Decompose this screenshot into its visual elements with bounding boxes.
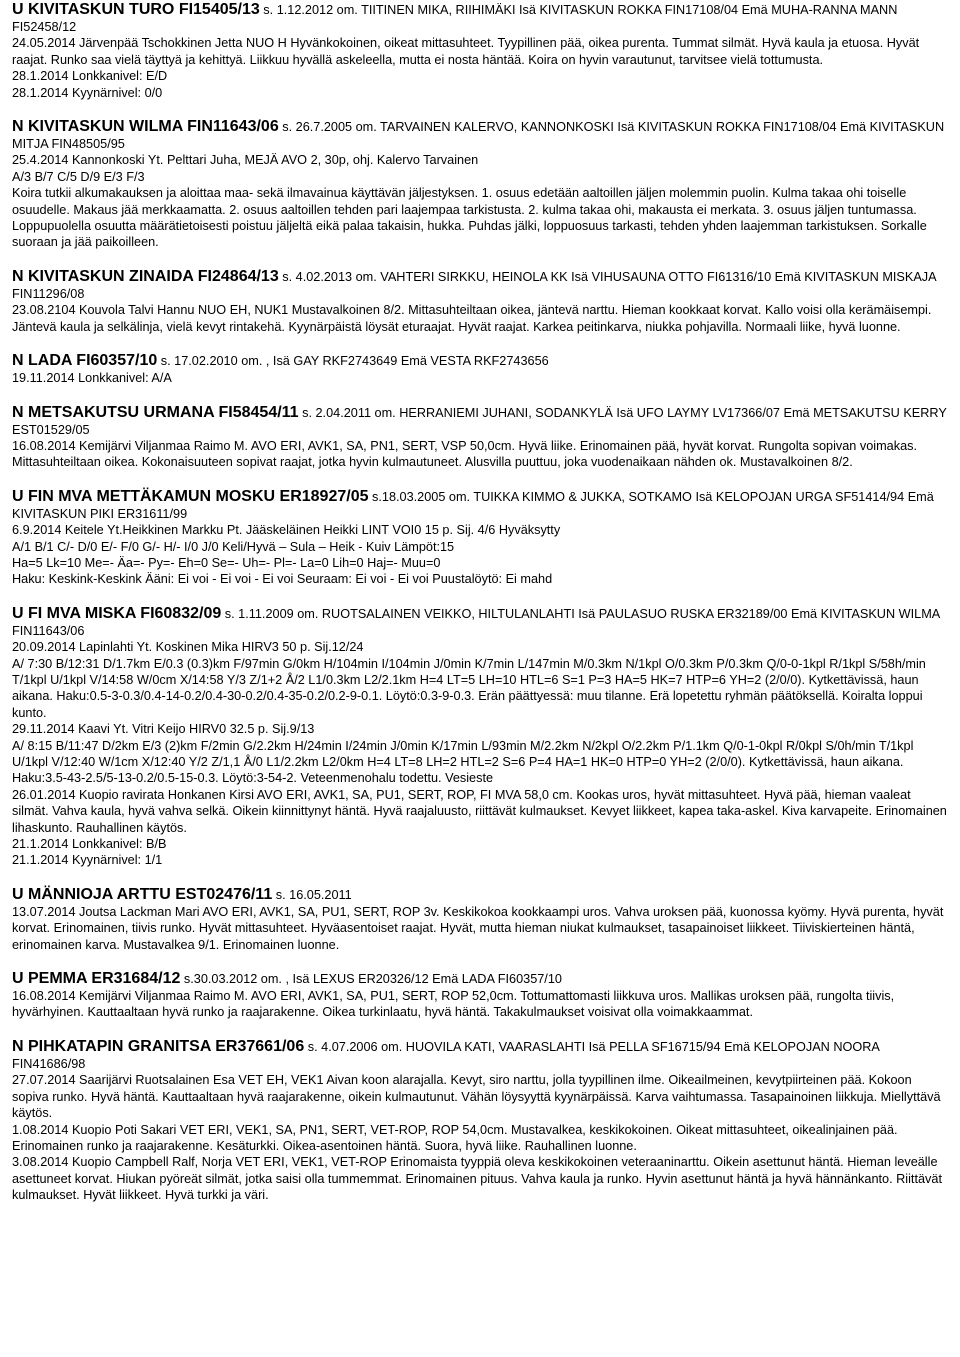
entry-header [12,403,948,438]
dog-name: U PEMMA ER31684/12 [12,970,181,988]
result-line: 20.09.2014 Lapinlahti Yt. Koskinen Mika HIRV3 50 p. Sij.12/24 [12,640,364,655]
result-line: A/ 7:30 B/12:31 D/1.7km E/0.3 (0.3)km F/97min G/0km H/104min I/104min J/0min K/7min L/147min M/0.3km N/1kpl O/0.3km P/0.3km Q/0-0-1kpl R/1kpl S/58h/min T/1kpl U/1kpl V/14:58 W/0cm X/14:58 Y/3 Z/1+2 Å/2 L1/0.3km L2/2.1km H=4 LT=5 LH=10 HTL=6 S=1 P=3 HA=5 HK=7 HTP=6 YH=2 (2/0/0). Kytkettävissä, haun aikana. Haku:0.5-3-0.3/0.4-14-0.2/0.4-30-0.2/0.4-35-0.2/0.2-9-0.1. Löytö:0.3-9-0.3. Erän päättyessä: muu tilanne. Erä lopetettu ryhmän päätöksellä. Koiralta loppui kunto. [12,656,926,720]
dog-entry [12,885,948,953]
result-line: Ha=5 Lk=10 Me=- Äa=- Py=- Eh=0 Se=- Uh=- Pl=- La=0 Lih=0 Haj=- Muu=0 [12,555,441,570]
dog-name: N METSAKUTSU URMANA FI58454/11 [12,403,299,421]
dog-entry [12,267,948,335]
dog-name: N KIVITASKUN WILMA FIN11643/06 [12,118,279,136]
entry-spacer [12,101,948,117]
dog-birth-info: s. 1.11.2009 om. RUOTSALAINEN VEIKKO, HILTULANLAHTI Isä PAULASUO RUSKA ER32189/00 Emä KIVITASKUN WILMA FIN11643/06 [12,606,940,638]
dog-name: U MÄNNIOJA ARTTU EST02476/11 [12,885,273,903]
result-line: 29.11.2014 Kaavi Yt. Vitri Keijo HIRV0 32.5 p. Sij.9/13 [12,722,315,737]
result-line: 25.4.2014 Kannonkoski Yt. Pelttari Juha, MEJÄ AVO 2, 30p, ohj. Kalervo Tarvainen [12,153,479,168]
result-line: 21.1.2014 Lonkkanivel: B/B [12,837,167,852]
entry-header [12,1037,948,1072]
dog-name: U KIVITASKUN TURO FI15405/13 [12,1,260,18]
dog-birth-info: s. 16.05.2011 [275,887,352,902]
dog-entry [12,487,948,588]
dog-entry [12,117,948,251]
dog-name: U FI MVA MISKA FI60832/09 [12,604,222,622]
result-line: 16.08.2014 Kemijärvi Viljanmaa Raimo M. AVO ERI, AVK1, SA, PU1, SERT, ROP 52,0cm. Tottumattomasti liikkuva uros. Mallikas uroksen pää, rungolta tiivis, hyvärhyinen. Kauttaaltaan hyvä runko ja raajarakenne. Oikea turkinlaatu, hyvä häntä. Takakulmaukset voisivat olla voimakkaammat. [12,989,895,1020]
dog-birth-info: s. 4.02.2013 om. VAHTERI SIRKKU, HEINOLA KK Isä VIHUSAUNA OTTO FI61316/10 Emä KIVITASKUN MISKAJA FIN11296/08 [12,269,936,301]
dog-name: U FIN MVA METTÄKAMUN MOSKU ER18927/05 [12,487,369,505]
result-line: 1.08.2014 Kuopio Poti Sakari VET ERI, VEK1, SA, PN1, SERT, VET-ROP, ROP 54,0cm. Mustavalkea, keskikokoinen. Oikeat mittasuhteet, oikealinjainen pää. Erinomainen runko ja raajarakenne. Kesäturkki. Oikea-asentoinen häntä. Suora, hyvä liike. Rauhallinen luonne. [12,1122,898,1153]
dog-birth-info: s. 26.7.2005 om. TARVAINEN KALERVO, KANNONKOSKI Isä KIVITASKUN ROKKA FIN17108/04 Emä KIVITASKUN MITJA FIN48505/95 [12,120,945,152]
entry-spacer [12,1021,948,1037]
result-line: A/ 8:15 B/11:47 D/2km E/3 (2)km F/2min G/2.2km H/24min I/24min J/0min K/17min L/93min M/2.2km N/2kpl O/2.2km P/1.1km Q/0-1-0kpl R/0kpl S/0h/min T/1kpl U/1kpl V/12:40 W/1cm X/12:40 Y/2 Z/1,1 Å/0 L1/2.2km L2/0km H=4 LT=8 LH=2 HTL=2 S=6 P=4 HA=1 HK=0 HTP=0 YH=2 (2/0/0). Kytkettävissä, haun aikana. Haku:3.5-43-2.5/5-13-0.2/0.5-15-0.3. Löytö:3-54-2. Veteenmenohalu todettu. Vesieste [12,738,914,786]
entry-header [12,885,948,904]
result-line: 27.07.2014 Saarijärvi Ruotsalainen Esa VET EH, VEK1 Aivan koon alarajalla. Kevyt, siro narttu, jolla tyypillinen ilme. Oikeailmeinen, kevytpiirteinen pää. Kokoon sopiva runko. Hyvä häntä. Kauttaaltaan hyvä raajarakenne, oikein kulmautunut. Vähän löysyyttä kyynärpäissä. Karva vaihtumassa. Tasapainoinen liikkuja. Miellyttävä käytös. [12,1073,941,1121]
entry-header [12,0,948,35]
dog-entry [12,969,948,1021]
dog-birth-info: s.18.03.2005 om. TUIKKA KIMMO & JUKKA, SOTKAMO Isä KELOPOJAN URGA SF51414/94 Emä KIVITASKUN PIKI ER31611/99 [12,489,934,521]
result-line: 3.08.2014 Kuopio Campbell Ralf, Norja VET ERI, VEK1, VET-ROP Erinomaista tyyppiä oleva keskikokoinen veteraaninarttu. Oikein asettunut häntä. Hieman leveälle asettuneet korvat. Hiukan pyöreät silmät, jotka saisi olla tummemmat. Erinomainen pituus. Vahva kaula ja runko. Hyvin asettunut häntä ja hyvä hännänkanto. Riittävät kulmaukset. Hyvät liikkeet. Hyvä turkki ja väri. [12,1155,942,1203]
result-line: 19.11.2014 Lonkkanivel: A/A [12,371,172,386]
result-line: 23.08.2104 Kouvola Talvi Hannu NUO EH, NUK1 Mustavalkoinen 8/2. Mittasuhteiltaan oikea, jäntevä narttu. Hieman kookkaat korvat. Kallo voisi olla kerämäisempi. Jäntevä kaula ja selkälinja, vielä kevyt rintakehä. Kyynärpäistä löysät eturaajat. Hyvät raajat. Karkea peitinkarva, niukka pohjavilla. Normaali liike, hyvä luonne. [12,303,932,334]
result-line: Haku: Keskink-Keskink Ääni: Ei voi - Ei voi - Ei voi Seuraam: Ei voi - Ei voi Puustalöytö: Ei mahd [12,572,553,587]
dog-birth-info: s.30.03.2012 om. , Isä LEXUS ER20326/12 Emä LADA FI60357/10 [183,972,562,987]
entry-header [12,487,948,522]
result-line: A/3 B/7 C/5 D/9 E/3 F/3 [12,169,145,184]
entry-header [12,267,948,302]
entry-spacer [12,471,948,487]
dog-entry [12,1037,948,1204]
entry-header [12,351,948,370]
dog-name: N KIVITASKUN ZINAIDA FI24864/13 [12,267,279,285]
result-line: 16.08.2014 Kemijärvi Viljanmaa Raimo M. AVO ERI, AVK1, SA, PN1, SERT, VSP 50,0cm. Hyvä liike. Erinomainen pää, hyvät korvat. Rungolta sopivan voimakas. Mittasuhteiltaan oikea. Kokonaisuuteen sopivat raajat, jotka hyvin kulmautuneet. Alusvilla puuttuu, joka vuodenaikaan nähden ok. Mustavalkoinen 8/2. [12,438,917,470]
entry-spacer [12,953,948,969]
dog-entry [12,351,948,386]
entry-spacer [12,588,948,604]
entry-spacer [12,387,948,403]
entry-header [12,969,948,988]
dog-birth-info: s. 2.04.2011 om. HERRANIEMI JUHANI, SODANKYLÄ Isä UFO LAYMY LV17366/07 Emä METSAKUTSU KERRY EST01529/05 [12,405,947,437]
dog-birth-info: s. 17.02.2010 om. , Isä GAY RKF2743649 Emä VESTA RKF2743656 [160,354,549,369]
dog-name: N PIHKATAPIN GRANITSA ER37661/06 [12,1037,305,1055]
result-line: 24.05.2014 Järvenpää Tschokkinen Jetta NUO H Hyvänkokoinen, oikeat mittasuhteet. Tyypillinen pää, oikea purenta. Tummat silmät. Hyvä kaula ja etuosa. Hyvät raajat. Runko saa vielä täyttyä ja kehittyä. Liikkuu hyvällä askeleella, mutta ei nosta häntää. Koira on hyvin varautunut, tarvitsee vielä tottumusta. [12,36,920,67]
dog-name: N LADA FI60357/10 [12,352,158,370]
result-line: 13.07.2014 Joutsa Lackman Mari AVO ERI, AVK1, SA, PU1, SERT, ROP 3v. Keskikokoa kookkaampi uros. Vahva uroksen pää, kuonossa kyömy. Hyvä purenta, hyvät korvat. Erinomainen, tiivis runko. Hyvät mittasuhteet. Hyväasentoiset raajat. Hyvät, mutta hieman niukat kulmaukset, tasapainoiset liikkeet. Tiiviskierteinen häntä, erinomainen karva. Mustavalkea 9/1. Erinomainen luonne. [12,904,944,952]
result-line: 6.9.2014 Keitele Yt.Heikkinen Markku Pt. Jääskeläinen Heikki LINT VOI0 15 p. Sij. 4/6 Hyväksytty [12,523,561,538]
result-line: A/1 B/1 C/- D/0 E/- F/0 G/- H/- I/0 J/0 Keli/Hyvä – Sula – Heik - Kuiv Lämpöt:15 [12,539,455,554]
dog-entry [12,604,948,869]
result-line: 26.01.2014 Kuopio ravirata Honkanen Kirsi AVO ERI, AVK1, SA, PU1, SERT, ROP, FI MVA 58,0 cm. Kookas uros, hyvät mittasuhteet. Hyvä pää, hieman vaaleat silmät. Vahva kaula, hyvä vahva selkä. Oikein kiinnittynyt häntä. Hyvä raajaluusto, riittävät kulmaukset. Kevyet liikkeet, kapea taka-askel. Kiva karvapeite. Erinomainen lihaskunto. Rauhallinen käytös. [12,787,947,835]
result-line: 21.1.2014 Kyynärnivel: 1/1 [12,853,163,868]
result-line: 28.1.2014 Kyynärnivel: 0/0 [12,85,163,100]
dog-entry [12,0,948,101]
entry-spacer [12,869,948,885]
entry-header [12,604,948,639]
result-line: 28.1.2014 Lonkkanivel: E/D [12,69,168,84]
entry-spacer [12,251,948,267]
entry-spacer [12,335,948,351]
dog-birth-info: s. 1.12.2012 om. TIITINEN MIKA, RIIHIMÄKI Isä KIVITASKUN ROKKA FIN17108/04 Emä MUHA-RANNA MANN FI52458/12 [12,3,898,34]
result-line: Koira tutkii alkumakauksen ja aloittaa maa- sekä ilmavainua käyttävän jäljestyksen. 1. osuus edetään aaltoillen jäljen molemmin puolin. Kulma takaa ohi toiselle osuudelle. Makaus jää merkkaamatta. 2. osuus aaltoillen tehden pari laajempaa tarkistusta. 2. kulma takaa ohi, makausta ei merkata. 3. osuus jäljen tuntumassa. Loppupuolella osuutta määrätietoisesti poistuu jäljeltä eikä palaa takaisin, hukka. Puhdas jälki, loppuosuus tarkasti, tehden yhden laajemman tarkistuksen. Sorkalle suoraan ja jää paikoilleen. [12,186,927,250]
dog-entry [12,403,948,471]
dog-birth-info: s. 4.07.2006 om. HUOVILA KATI, VAARASLAHTI Isä PELLA SF16715/94 Emä KELOPOJAN NOORA FIN41686/98 [12,1039,880,1071]
entry-header [12,117,948,152]
